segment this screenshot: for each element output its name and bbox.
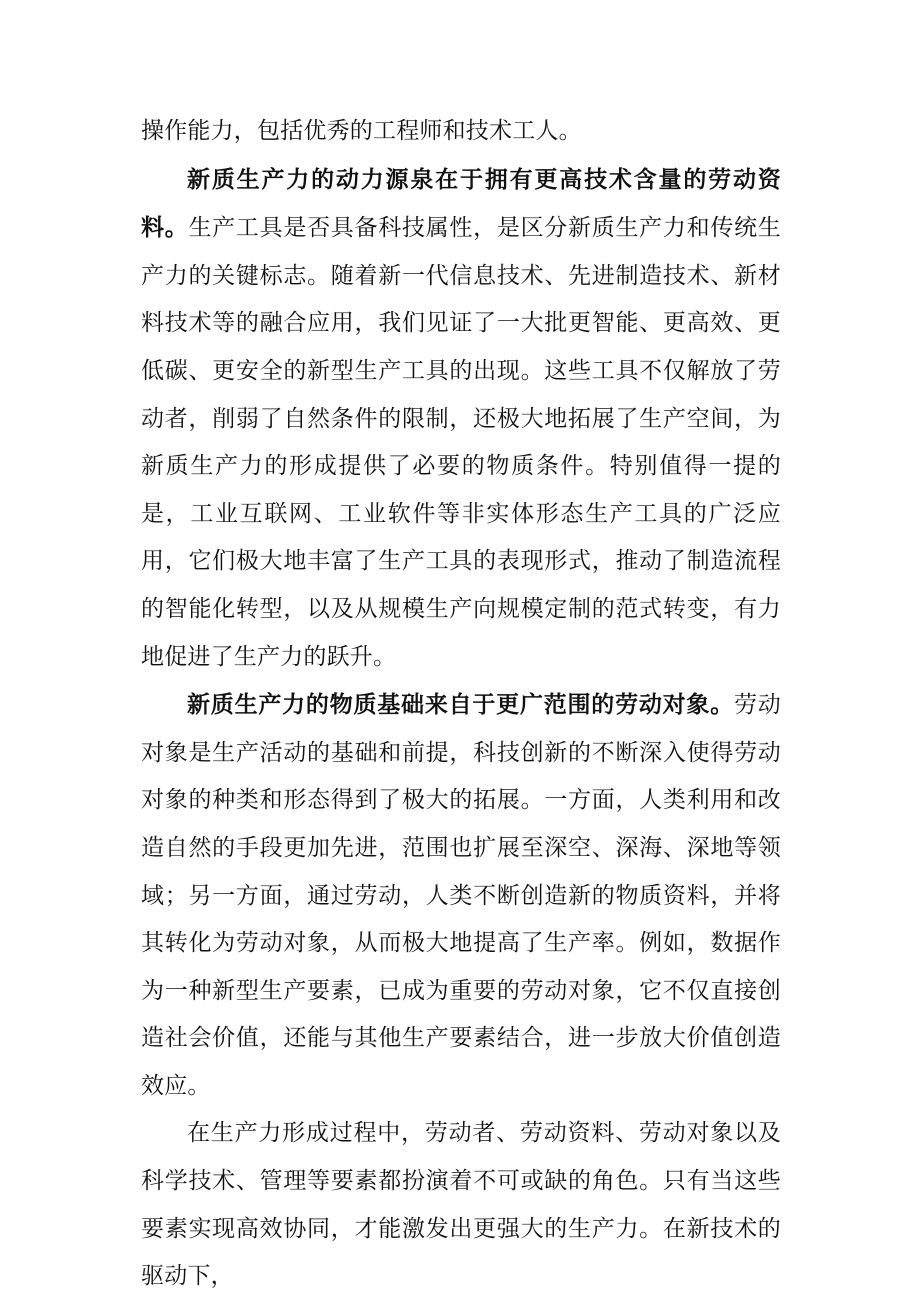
paragraph-lead-heading: 新质生产力的物质基础来自于更广范围的劳动对象。 bbox=[187, 691, 735, 719]
paragraph-productivity-elements bbox=[141, 1110, 781, 1300]
paragraph-text: 劳动对象是生产活动的基础和前提，科技创新的不断深入使得劳动对象的种类和形态得到了极大的拓展。一方面，人类利用和改造自然的手段更加先进，范围也扩展至深空、深海、深地等领域；另一方面，通过劳动，人类不断创造新的物质资料，并将其转化为劳动对象，从而极大地提高了生产率。例如，数据作为一种新型生产要素，已成为重要的劳动对象，它不仅直接创造社会价值，还能与其他生产要素结合，进一步放大价值创造效应。 bbox=[141, 692, 781, 1099]
paragraph-labor-objects bbox=[141, 681, 781, 1110]
paragraph-lead-heading: 新质生产力的动力源泉在于拥有更高技术含量的劳动资料。 bbox=[141, 165, 781, 242]
paragraph-text: 在生产力形成过程中，劳动者、劳动资料、劳动对象以及科学技术、管理等要素都扮演着不可或缺的角色。只有当这些要素实现高效协同，才能激发出更强大的生产力。在新技术的驱动下， bbox=[141, 1120, 781, 1290]
paragraph-text: 生产工具是否具备科技属性，是区分新质生产力和传统生产力的关键标志。随着新一代信息技术、先进制造技术、新材料技术等的融合应用，我们见证了一大批更智能、更高效、更低碳、更安全的新型生产工具的出现。这些工具不仅解放了劳动者，削弱了自然条件的限制，还极大地拓展了生产空间，为新质生产力的形成提供了必要的物质条件。特别值得一提的是，工业互联网、工业软件等非实体形态生产工具的广泛应用，它们极大地丰富了生产工具的表现形式，推动了制造流程的智能化转型，以及从规模生产向规模定制的范式转变，有力地促进了生产力的跃升。 bbox=[141, 215, 782, 670]
paragraph-labor-materials bbox=[141, 156, 781, 682]
paragraph-text: 操作能力，包括优秀的工程师和技术工人。 bbox=[141, 118, 582, 144]
document-body bbox=[141, 108, 781, 1301]
paragraph-continuation bbox=[141, 108, 781, 156]
